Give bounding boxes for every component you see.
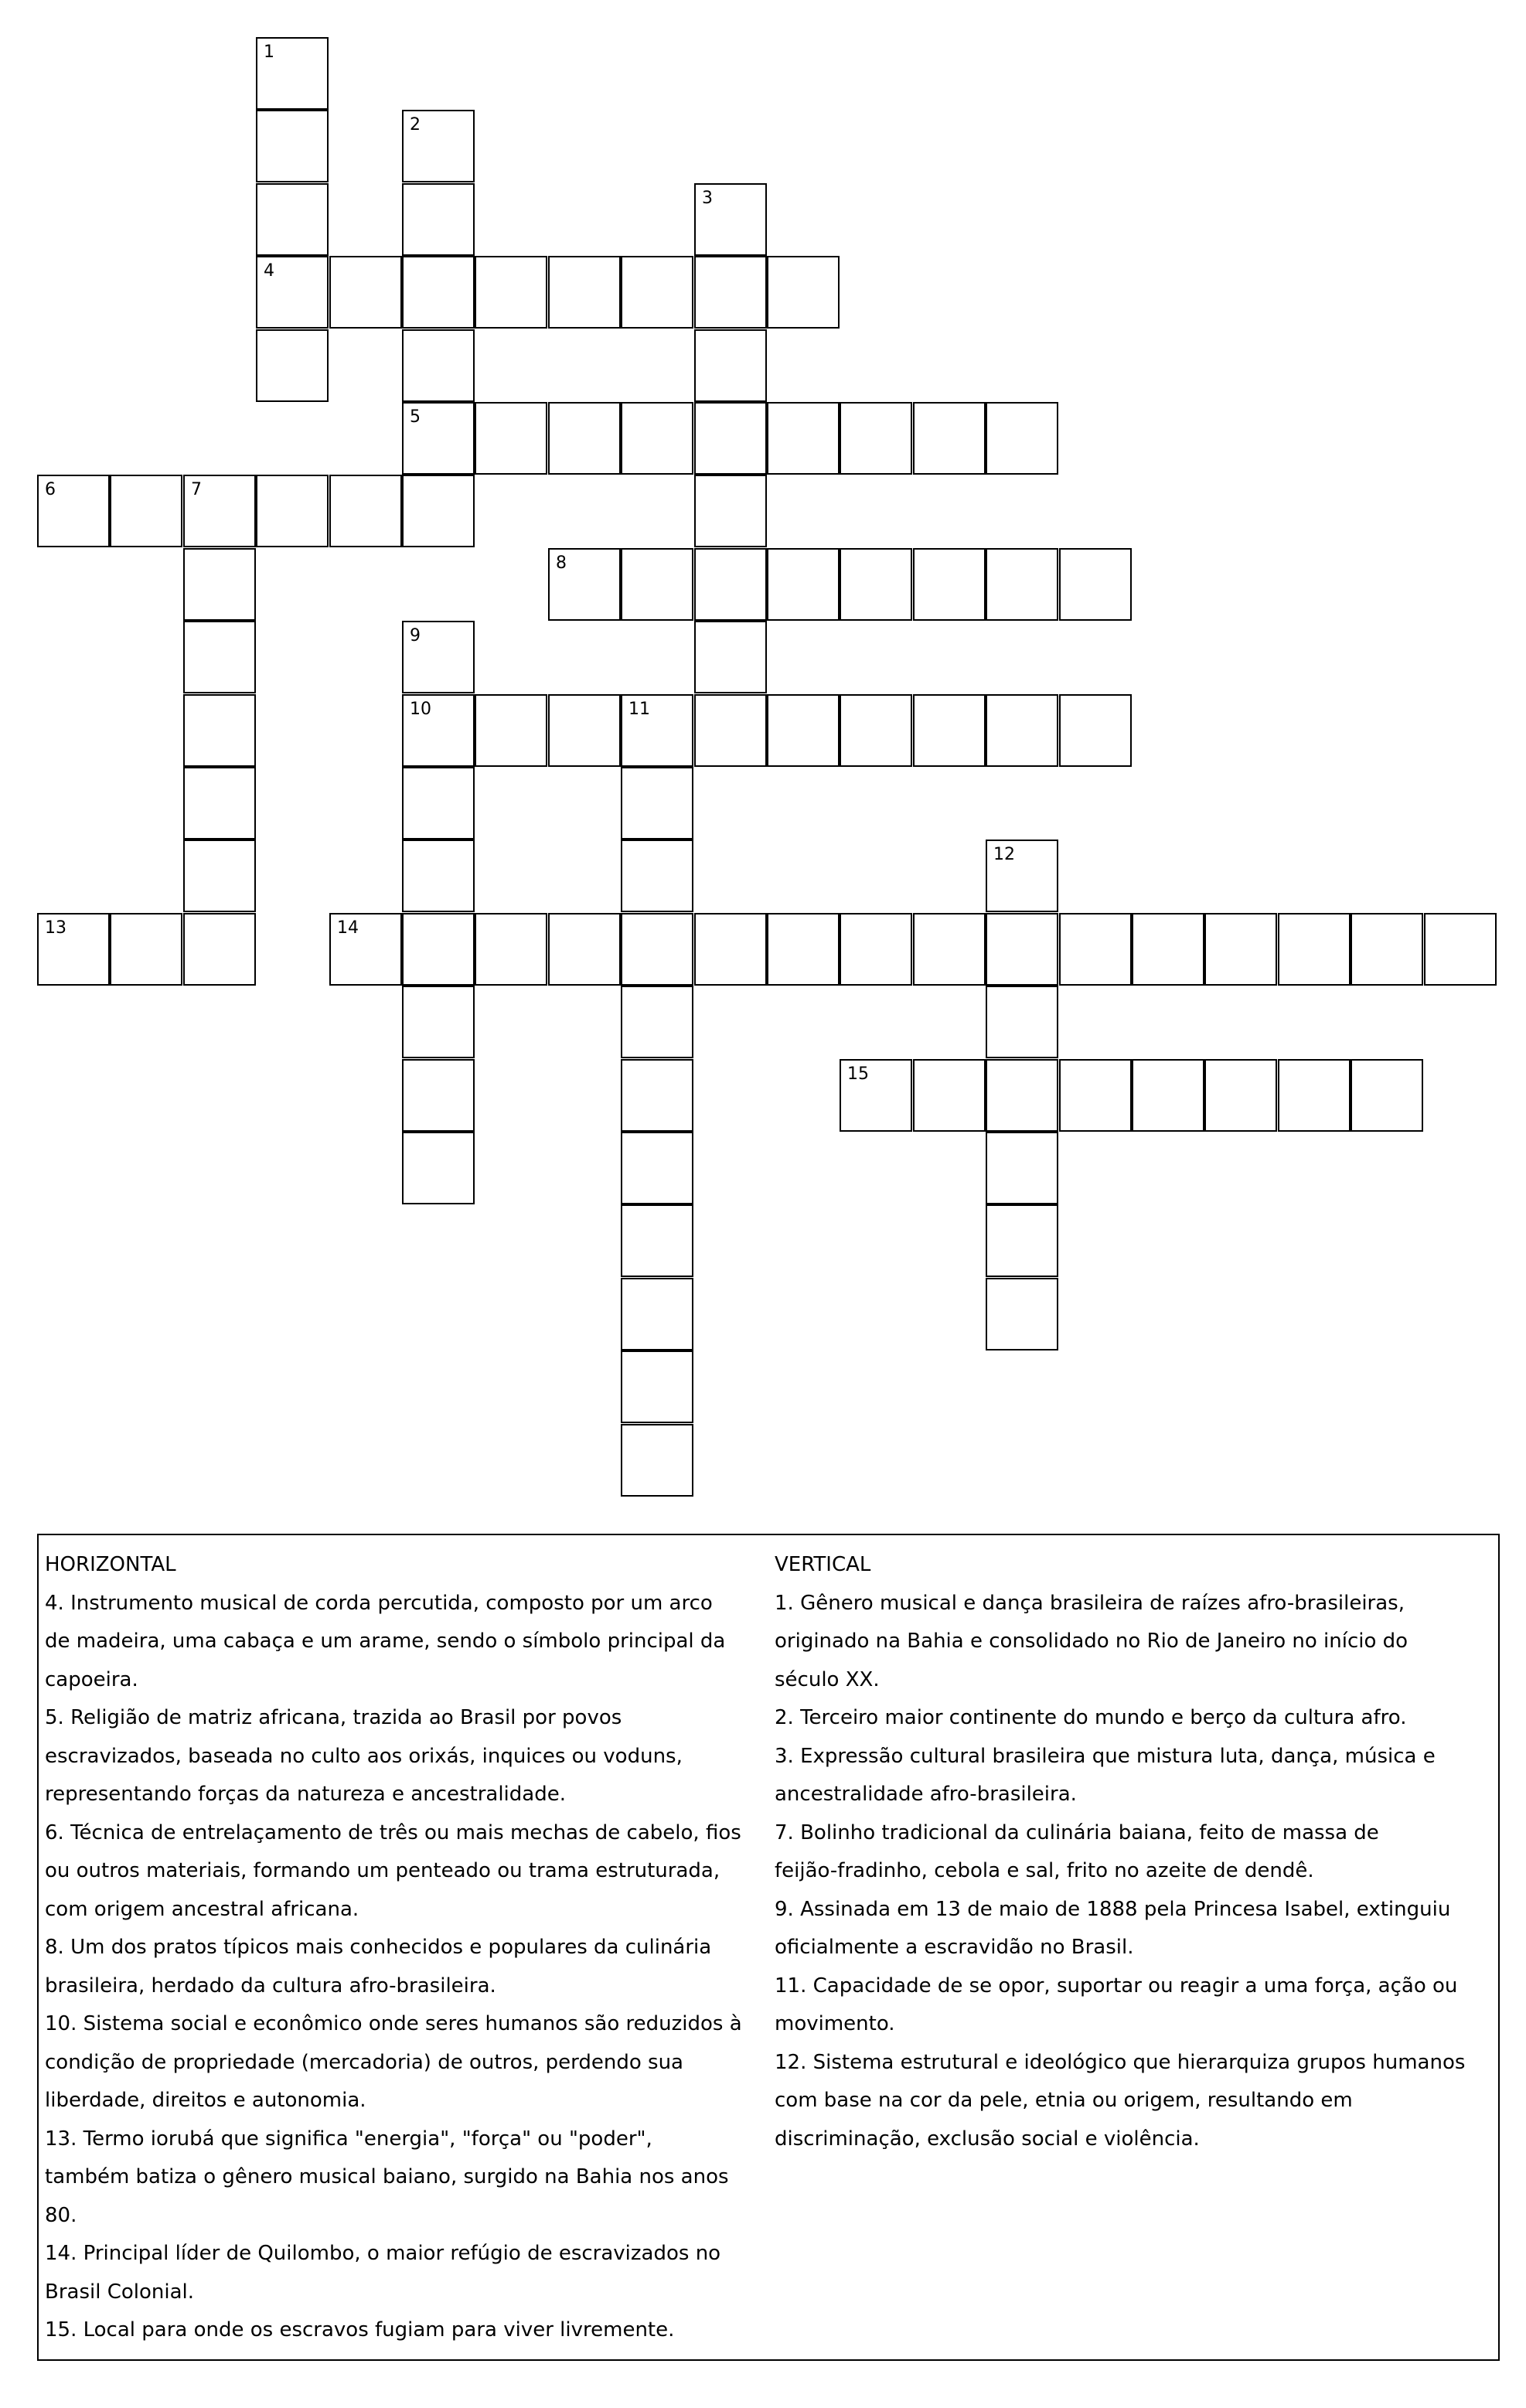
crossword-cell[interactable] [1132, 1059, 1204, 1132]
crossword-cell[interactable] [694, 475, 767, 547]
clue-line: 80. [45, 2203, 77, 2227]
crossword-cell[interactable] [621, 1204, 693, 1277]
crossword-cell[interactable] [475, 694, 547, 767]
crossword-cell[interactable] [256, 37, 329, 110]
crossword-cell[interactable] [37, 913, 110, 986]
crossword-cell[interactable] [475, 256, 547, 329]
crossword-cell[interactable] [402, 621, 475, 693]
clue-line: movimento. [775, 2012, 895, 2035]
clue-line: condição de propriedade (mercadoria) de outros, perdendo sua [45, 2050, 683, 2074]
clue-line: 14. Principal líder de Quilombo, o maior refúgio de escravizados no [45, 2242, 721, 2265]
clue-number: 13 [45, 918, 66, 938]
vertical-clue-list [775, 1585, 1494, 2159]
clue-number: 4 [264, 261, 274, 281]
crossword-cell[interactable] [621, 402, 693, 475]
crossword-cell[interactable] [329, 475, 402, 547]
crossword-cell[interactable] [986, 1204, 1058, 1277]
clue-line: 10. Sistema social e econômico onde seres humanos são reduzidos à [45, 2012, 742, 2035]
crossword-cell[interactable] [1351, 913, 1423, 986]
crossword-cell[interactable] [986, 840, 1058, 912]
crossword-cell[interactable] [621, 986, 693, 1058]
crossword-cell[interactable] [840, 913, 912, 986]
crossword-cell[interactable] [621, 913, 693, 986]
crossword-cell[interactable] [767, 402, 840, 475]
crossword-cell[interactable] [402, 1059, 475, 1132]
clue-line: 7. Bolinho tradicional da culinária baiana, feito de massa de [775, 1820, 1379, 1844]
horizontal-clue-list [45, 1585, 770, 2350]
crossword-cell[interactable] [183, 767, 256, 840]
crossword-cell[interactable] [402, 402, 475, 475]
crossword-cell[interactable] [621, 767, 693, 840]
crossword-cell[interactable] [840, 694, 912, 767]
clue-line: discriminação, exclusão social e violência. [775, 2127, 1200, 2151]
crossword-cell[interactable] [256, 183, 329, 256]
crossword-cell[interactable] [694, 256, 767, 329]
clue-number: 15 [847, 1064, 869, 1084]
clue-line: ou outros materiais, formando um penteado ou trama estruturada, [45, 1859, 720, 1882]
crossword-cell[interactable] [621, 1278, 693, 1350]
crossword-cell[interactable] [402, 1132, 475, 1204]
clue-line: 8. Um dos pratos típicos mais conhecidos e populares da culinária [45, 1936, 712, 1959]
crossword-cell[interactable] [402, 183, 475, 256]
crossword-cell[interactable] [913, 694, 986, 767]
crossword-cell[interactable] [621, 694, 693, 767]
crossword-cell[interactable] [986, 1278, 1058, 1350]
clue-line: oficialmente a escravidão no Brasil. [775, 1936, 1134, 1959]
crossword-cell[interactable] [1059, 913, 1132, 986]
crossword-cell[interactable] [840, 548, 912, 621]
clue-number: 3 [702, 189, 713, 208]
crossword-cell[interactable] [256, 256, 329, 329]
crossword-cell[interactable] [402, 986, 475, 1058]
crossword-cell[interactable] [621, 840, 693, 912]
clue-number: 14 [337, 918, 359, 938]
clue-line: escravizados, baseada no culto aos orixás, inquices ou voduns, [45, 1744, 683, 1768]
crossword-cell[interactable] [767, 913, 840, 986]
clue-line: século XX. [775, 1667, 880, 1691]
clue-line: capoeira. [45, 1667, 138, 1691]
crossword-cell[interactable] [694, 329, 767, 402]
crossword-cell[interactable] [694, 402, 767, 475]
vertical-clues [775, 1546, 1494, 2158]
clue-line: também batiza o gênero musical baiano, surgido na Bahia nos anos [45, 2165, 729, 2188]
clue-number: 1 [264, 43, 274, 62]
crossword-cell[interactable] [548, 913, 621, 986]
crossword-cell[interactable] [1424, 913, 1497, 986]
crossword-cell[interactable] [183, 475, 256, 547]
crossword-cell[interactable] [840, 1059, 912, 1132]
crossword-cell[interactable] [256, 475, 329, 547]
clue-line: representando forças da natureza e ancestralidade. [45, 1783, 566, 1806]
crossword-cell[interactable] [694, 694, 767, 767]
crossword-cell[interactable] [986, 1132, 1058, 1204]
crossword-cell[interactable] [913, 1059, 986, 1132]
vertical-heading: VERTICAL [775, 1553, 871, 1576]
crossword-cell[interactable] [1059, 694, 1132, 767]
crossword-cell[interactable] [767, 256, 840, 329]
crossword-cell[interactable] [1059, 1059, 1132, 1132]
crossword-cell[interactable] [840, 402, 912, 475]
clue-line: 15. Local para onde os escravos fugiam para viver livremente. [45, 2318, 675, 2342]
crossword-cell[interactable] [694, 913, 767, 986]
crossword-cell[interactable] [986, 913, 1058, 986]
crossword-cell[interactable] [913, 402, 986, 475]
clue-line: de madeira, uma cabaça e um arame, sendo o símbolo principal da [45, 1630, 726, 1653]
clue-number: 9 [410, 626, 421, 645]
crossword-cell[interactable] [402, 694, 475, 767]
crossword-cell[interactable] [621, 1424, 693, 1497]
clue-line: liberdade, direitos e autonomia. [45, 2089, 366, 2112]
crossword-cell[interactable] [1204, 1059, 1277, 1132]
crossword-cell[interactable] [621, 548, 693, 621]
horizontal-heading: HORIZONTAL [45, 1553, 176, 1576]
crossword-cell[interactable] [183, 840, 256, 912]
clue-number: 5 [410, 407, 421, 427]
crossword-cell[interactable] [913, 913, 986, 986]
clue-line: 3. Expressão cultural brasileira que mistura luta, dança, música e [775, 1744, 1436, 1768]
crossword-cell[interactable] [256, 329, 329, 402]
clue-line: com origem ancestral africana. [45, 1897, 359, 1921]
clue-line: originado na Bahia e consolidado no Rio de Janeiro no início do [775, 1630, 1408, 1653]
clue-number: 6 [45, 480, 56, 499]
clue-number: 10 [410, 700, 431, 719]
crossword-cell[interactable] [183, 548, 256, 621]
crossword-cell[interactable] [621, 256, 693, 329]
clue-line: 9. Assinada em 13 de maio de 1888 pela Princesa Isabel, extinguiu [775, 1897, 1451, 1921]
crossword-cell[interactable] [1132, 913, 1204, 986]
clue-number: 7 [191, 480, 202, 499]
clue-line: 11. Capacidade de se opor, suportar ou reagir a uma força, ação ou [775, 1974, 1458, 1998]
crossword-cell[interactable] [402, 913, 475, 986]
crossword-cell[interactable] [402, 329, 475, 402]
clue-line: 5. Religião de matriz africana, trazida ao Brasil por povos [45, 1706, 622, 1729]
clue-line: 6. Técnica de entrelaçamento de três ou mais mechas de cabelo, fios [45, 1820, 741, 1844]
clue-line: Brasil Colonial. [45, 2280, 195, 2304]
crossword-cell[interactable] [475, 913, 547, 986]
crossword-cell[interactable] [402, 767, 475, 840]
crossword-cell[interactable] [329, 256, 402, 329]
crossword-cell[interactable] [694, 548, 767, 621]
crossword-cell[interactable] [256, 110, 329, 182]
crossword-cell[interactable] [402, 840, 475, 912]
clue-number: 2 [410, 115, 421, 135]
crossword-cell[interactable] [986, 986, 1058, 1058]
crossword-cell[interactable] [986, 548, 1058, 621]
clue-number: 8 [556, 553, 567, 573]
clue-line: 13. Termo iorubá que significa "energia", "força" ou "poder", [45, 2127, 652, 2151]
crossword-cell[interactable] [1204, 913, 1277, 986]
crossword-cell[interactable] [475, 402, 547, 475]
crossword-cell[interactable] [183, 694, 256, 767]
clue-line: 1. Gênero musical e dança brasileira de raízes afro-brasileiras, [775, 1591, 1405, 1615]
crossword-cell[interactable] [183, 621, 256, 693]
crossword-cell[interactable] [694, 621, 767, 693]
crossword-cell[interactable] [694, 183, 767, 256]
clue-line: 12. Sistema estrutural e ideológico que hierarquiza grupos humanos [775, 2050, 1466, 2074]
crossword-cell[interactable] [402, 475, 475, 547]
crossword-cell[interactable] [110, 475, 182, 547]
crossword-cell[interactable] [1351, 1059, 1423, 1132]
crossword-cell[interactable] [402, 256, 475, 329]
clue-line: ancestralidade afro-brasileira. [775, 1783, 1077, 1806]
crossword-cell[interactable] [621, 1132, 693, 1204]
crossword-cell[interactable] [37, 475, 110, 547]
crossword-cell[interactable] [183, 913, 256, 986]
crossword-cell[interactable] [767, 548, 840, 621]
crossword-cell[interactable] [986, 402, 1058, 475]
crossword-cell[interactable] [913, 548, 986, 621]
clue-line: brasileira, herdado da cultura afro-brasileira. [45, 1974, 496, 1998]
crossword-cell[interactable] [548, 256, 621, 329]
crossword-cell[interactable] [548, 694, 621, 767]
crossword-cell[interactable] [548, 402, 621, 475]
horizontal-clues [45, 1546, 770, 2350]
crossword-cell[interactable] [548, 548, 621, 621]
clue-number: 12 [993, 845, 1015, 864]
crossword-cell[interactable] [986, 694, 1058, 767]
crossword-cell[interactable] [1059, 548, 1132, 621]
crossword-cell[interactable] [767, 694, 840, 767]
crossword-cell[interactable] [621, 1350, 693, 1423]
clue-line: 2. Terceiro maior continente do mundo e berço da cultura afro. [775, 1706, 1407, 1729]
crossword-cell[interactable] [1278, 913, 1351, 986]
clue-number: 11 [628, 700, 650, 719]
crossword-cell[interactable] [621, 1059, 693, 1132]
clues-box [37, 1534, 1500, 2361]
crossword-cell[interactable] [1278, 1059, 1351, 1132]
clue-line: com base na cor da pele, etnia ou origem, resultando em [775, 2089, 1353, 2112]
crossword-cell[interactable] [986, 1059, 1058, 1132]
crossword-cell[interactable] [329, 913, 402, 986]
clue-line: 4. Instrumento musical de corda percutida, composto por um arco [45, 1591, 713, 1615]
crossword-cell[interactable] [110, 913, 182, 986]
clue-line: feijão-fradinho, cebola e sal, frito no azeite de dendê. [775, 1859, 1314, 1882]
crossword-cell[interactable] [402, 110, 475, 182]
